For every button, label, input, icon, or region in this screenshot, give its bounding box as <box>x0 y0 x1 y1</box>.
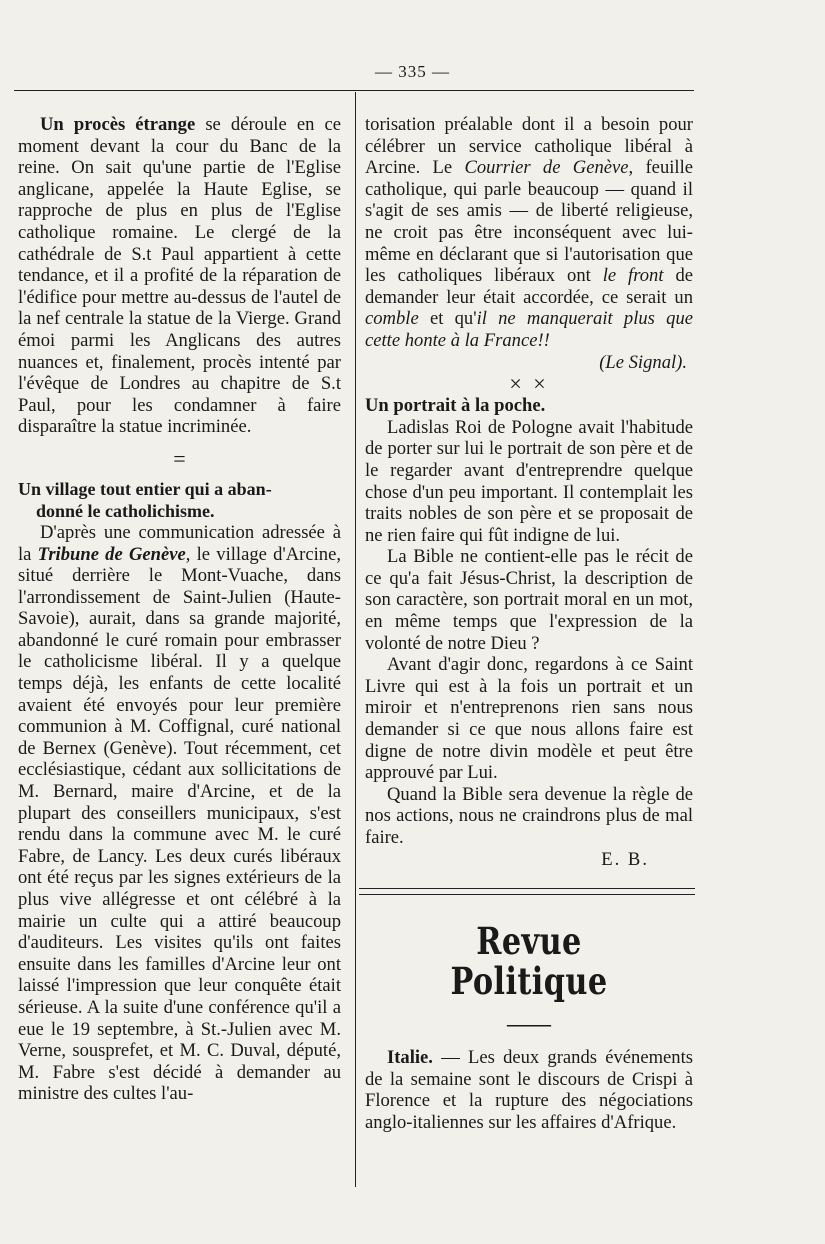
article-proces-text: se déroule en ce moment devant la cour du Banc de la reine. On sait qu'une partie de l'Eglise anglicane, appelée la Haute Eglise, se rapproche de plus en plus de l'Eglise catholique romaine. Le clergé de la cathédrale de S.t Paul appartient à cette tendance, et il a profité de la réparation de l'édifice pour mettre au-dessus de l'autel de la nef centrale la statue de la Vierge. Grand émoi parmi les Anglicans des autres nuances et, finalement, procès intenté par l'évêque de Londres au chapitre de S.t Paul, pour les condamner à faire disparaître la statue incriminée. <box>18 114 341 438</box>
article-portrait-para4: Quand la Bible sera devenue la règle de nos actions, nous ne craindrons plus de mal faire. <box>365 783 693 848</box>
revue-italie-lead: Italie. <box>387 1047 433 1069</box>
article-portrait-para1: Ladislas Roi de Pologne avait l'habitude de porter sur lui le portrait de son père et de le regarder avant d'entreprendre quelque chose d'un peu important. Il contemplait les traits nobles de son père et se proposait de ne rien faire qui fût indigne de lui. <box>365 416 693 546</box>
column-divider <box>355 92 356 1187</box>
continuation-text-b: , feuille catholique, qui parle beaucoup — quand il s'agit de ses amis — de liberté religieuse, ne croit pas être inconséquent avec lui-même en déclarant que si l'autorisation que les catholiques libéraux ont <box>365 157 693 287</box>
article-village-title-line1: Un village tout entier qui a aban- <box>18 478 272 499</box>
article-village-paragraph <box>18 522 341 1105</box>
comble-italic: comble <box>365 308 419 330</box>
continuation-text-c: de demander leur était accordée, ce serait un <box>365 265 693 308</box>
article-village-title <box>18 478 341 522</box>
le-front-italic: le front <box>602 265 664 287</box>
header-rule <box>14 90 694 91</box>
left-column <box>18 114 341 1105</box>
source-signal: (Le Signal). <box>599 351 687 373</box>
right-column <box>365 114 693 1134</box>
courrier-de-geneve-ref: Courrier de Genève <box>464 157 629 179</box>
section-double-rule <box>359 888 695 895</box>
article-portrait-title: Un portrait à la poche. <box>365 395 546 417</box>
continuation-text-d: et qu' <box>418 308 477 330</box>
cette-honte-italic: il ne manquerait plus que cette honte à la France!! <box>365 308 693 351</box>
revue-italie-text: — Les deux grands événements de la semaine sont le discours de Crispi à Florence et la rupture des négociations anglo-italiennes sur les affaires d'Afrique. <box>365 1047 693 1133</box>
article-proces-paragraph <box>18 114 341 438</box>
article-village-text-b: , le village d'Arcine, situé derrière le Mont-Vuache, dans l'arrondissement de Saint-Julien (Haute-Savoie), aurait, dans sa grande majorité, abandonné le curé romain pour embrasser le catholicisme libéral. Il y a quelque temps déjà, les enfants de cette localité avaient été envoyés pour leur première communion à M. Coffignal, curé national de Bernex (Genève). Tout récemment, cet ecclésiastique, cédant aux sollicitations de M. Bernard, maire d'Arcine, et de la plupart des conseillers municipaux, s'est rendu dans la commune avec M. le curé Fabre, de Lancy. Les deux curés libéraux ont été reçus par les signes extérieurs de la plus vive allégresse et ont célébré à la mairie un culte qui a attiré beaucoup d'auditeurs. Les visites qu'ils ont faites ensuite dans les familles d'Arcine leur ont laissé l'impression que leur conquête était sérieuse. A la suite d'une conférence qu'il a eue le 19 septembre, à St.-Julien avec M. Verne, sousprefet, et M. C. Duval, député, M. Fabre s'est décidé à demander au ministre des cultes l'au- <box>18 543 341 1105</box>
revue-italie-paragraph <box>365 1047 693 1133</box>
xx-separator: × × <box>509 371 549 397</box>
article-separator: = <box>173 445 186 471</box>
article-proces-title: Un procès étrange <box>40 114 196 135</box>
article-village-text-a: D'après une communication adressée à la <box>18 521 341 565</box>
article-village-title-line2: donné le catholichisme. <box>36 500 215 521</box>
article-signature: E. B. <box>601 848 649 870</box>
section-dash: —— <box>507 1011 551 1037</box>
article-portrait-para2: La Bible ne contient-elle pas le récit de ce qu'a fait Jésus-Christ, la description de son caractère, son portrait moral en un mot, en même temps que l'expression de la volonté de notre Dieu ? <box>365 546 693 654</box>
article-portrait-para3: Avant d'agir donc, regardons à ce Saint Livre qui est à la fois un portrait et un miroir et n'entreprenons rien sans nous demander si ce que nous allons faire est digne de notre divin modèle et peut être approuvé par Lui. <box>365 654 693 784</box>
section-title-revue-politique: Revue Politique <box>450 919 608 1004</box>
tribune-de-geneve-ref: Tribune de Genève <box>37 543 186 565</box>
continuation-text-a: torisation préalable dont il a besoin pour célébrer un service catholique libéral à Arcine. Le <box>365 114 693 179</box>
page-number: — 335 — <box>375 62 450 81</box>
continuation-paragraph <box>365 114 693 352</box>
